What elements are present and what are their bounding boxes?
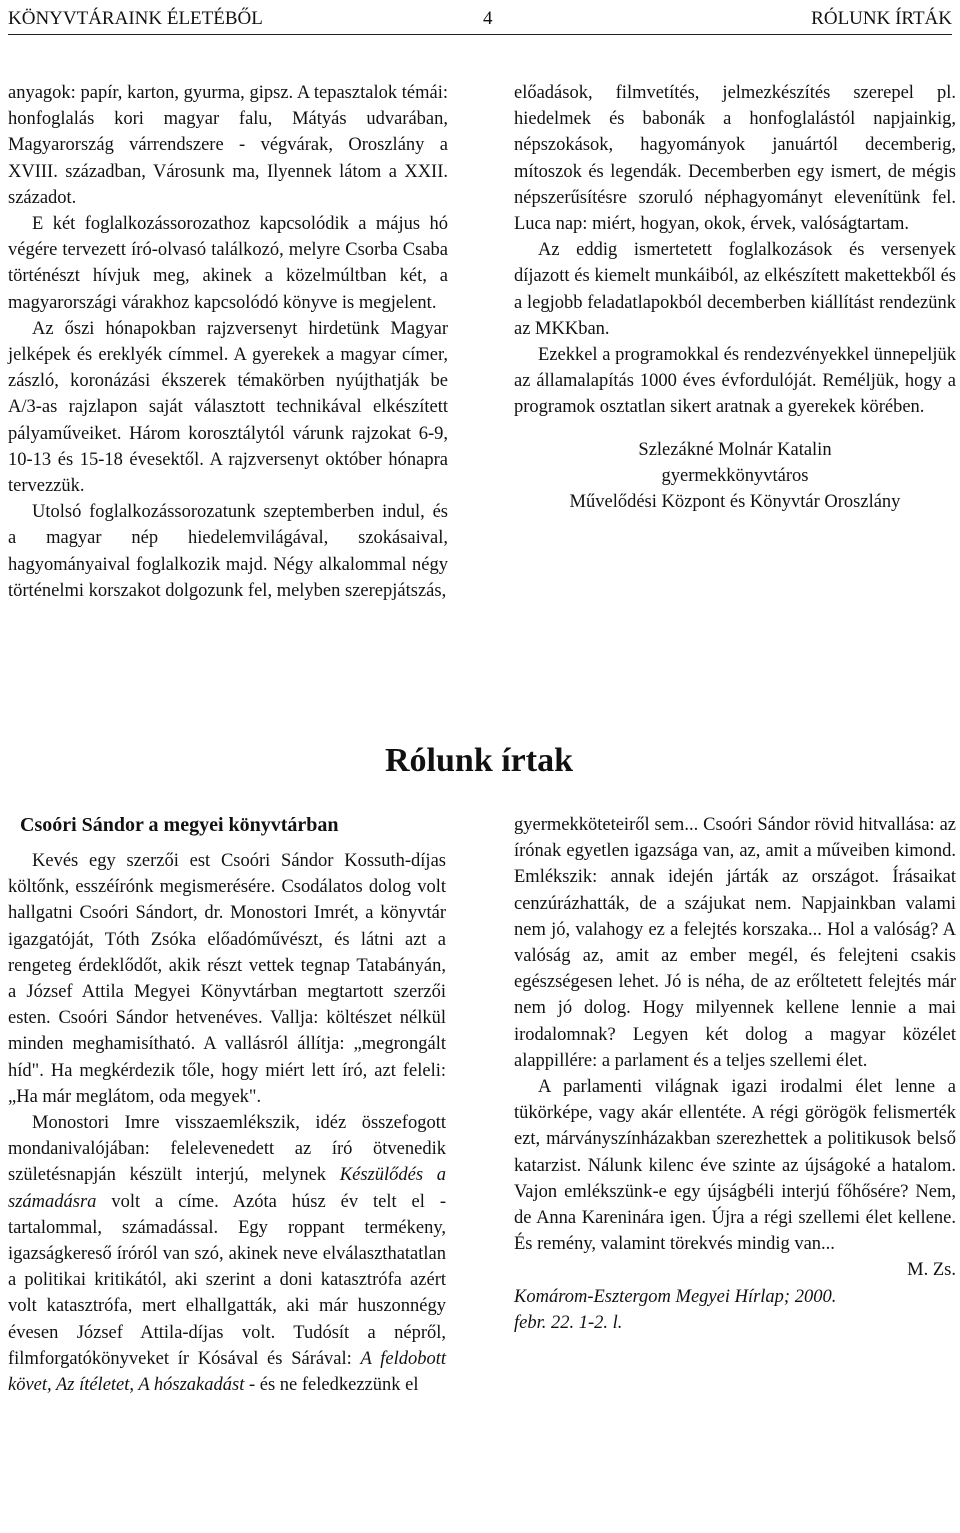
- paragraph: Ezekkel a programokkal és rendezvényekkel ünnepeljük az államalapítás 1000 éves évfordulóját. Reméljük, hogy a programok osztatlan sikert aratnak a gyerekek körében.: [514, 345, 956, 418]
- text: - és ne feledkezzünk el: [244, 1375, 419, 1396]
- paragraph: gyermekköteteiről sem... Csoóri Sándor rövid hitvallása: az írónak egyetlen igazsága van, az, amit a műveiben kimond. Emlékszik: annak idején járták az országot. Írásaikat cenzúrázhatták, de a szájukat nem. Napjainkban valami nem jó, valahogy ez a felejtés korszaka... Hol a valóság? A valóság az, amit az ember megél, és felejteni csakis egészségesen lehet. Jó is néha, de az erőltetett felejtés már nem jó dolog. Hogy milyennek kellene lennie a mai irodalomnak? Legyen két dolog a magyar közélet alappillére: a parlament és a teljes szellemi élet.: [514, 815, 956, 1071]
- paragraph: Utolsó foglalkozássorozatunk szeptemberben indul, és a magyar nép hiedelemvilágával, szokásaival, hagyományaival foglalkozik majd. Négy alkalommal négy történelmi korszakot dolgozunk fel, melyben szerepjátszás,: [8, 502, 448, 601]
- section-title: Rólunk írtak: [385, 742, 573, 779]
- author: M. Zs.: [907, 1260, 956, 1281]
- header-right: RÓLUNK ÍRTÁK: [811, 8, 952, 29]
- paragraph: Kevés egy szerzői est Csoóri Sándor Kossuth-díjas költőnk, esszéírónk megismerésére. Csodálatos dolog volt hallgatni Csoóri Sándort, dr. Monostori Imrét, a könyvtár igazgatóját, Tóth Zsóka előadóművészt, és látni azt a rengeteg érdeklődőt, akik részt vettek tegnap Tatabányán, a József Attila Megyei Könyvtárban megtartott szerzői esten. Csoóri Sándor hetvenéves. Vallja: költészet nélkül minden meghamisítható. A vallásról állítja: „megrongált híd". Ha megkérdezik tőle, hogy miért lett író, azt feleli: „Ha már meglátom, oda megyek".: [8, 851, 446, 1107]
- paragraph: A parlamenti világnak igazi irodalmi élet lenne a tükörképe, vagy akár ellentéte. A régi görögök felismerték ezt, márványszínházakban szerezhettek a politikusok belső katarzist. Nálunk kilenc éve szinte az újságoké a hatalom. Vajon emlékszünk-e egy újságbéli interjú főhősére? Nem, de Anna Kareninára igen. Újra a régi szellemi élet kellene. És remény, valamint törekvés mindig van...: [514, 1077, 956, 1255]
- column-3: [8, 848, 446, 1398]
- signature-block: [514, 437, 956, 516]
- page-header: [8, 4, 952, 35]
- paragraph: E két foglalkozássorozathoz kapcsolódik a május hó végére tervezett író-olvasó találkozó, melyre Csorba Csaba történészt hívjuk meg, akinek a közelmúltban két, a magyarországi várakhoz kapcsolódó könyve is megjelent.: [8, 214, 448, 313]
- paragraph: Az eddig ismertetett foglalkozások és versenyek díjazott és kiemelt munkáiból, az elkészített makettekből és a legjobb feladatlapokból decemberben kiállítást rendezünk az MKKban.: [514, 240, 956, 339]
- paragraph: anyagok: papír, karton, gyurma, gipsz. A tepasztalok témái: honfoglalás kori magyar falu, Mátyás udvarában, Magyarország várrendszere - végvárak, Oroszlány a XVIII. században, Városunk ma, Ilyennek látom a XXII. századot.: [8, 83, 448, 208]
- page-number: 4: [483, 8, 493, 29]
- text: Monostori Imre visszaemlékszik, idéz összefogott mondanivalójában: felelevenedett az író ötvenedik születésnapján készült interjú, melynek: [8, 1113, 446, 1186]
- column-2: [514, 80, 956, 515]
- book-title: Készülődés a számadásra: [8, 1165, 446, 1212]
- text: volt a címe. Azóta húsz év telt el - tartalommal, számadással. Egy roppant termékeny, igazságkereső íróról van szó, akinek neve elválaszthatatlan a politikai kritikától, aki szerint a doni katasztrófa azért volt katasztrófa, mert elhallgatták, aki már huszonnégy évesen József Attila-díjas volt. Tudósít a népről, filmforgatókönyveket ír Kósával és Sárával:: [8, 1191, 446, 1369]
- column-4: [514, 812, 956, 1336]
- article-title: Csoóri Sándor a megyei könyvtárban: [20, 814, 339, 836]
- column-1: [8, 80, 448, 604]
- film-titles: A feldobott követ, Az ítéletet, A hószakadást: [8, 1348, 446, 1396]
- source-line: febr. 22. 1-2. l.: [514, 1312, 623, 1333]
- header-left: KÖNYVTÁRAINK ÉLETÉBŐL: [8, 8, 263, 29]
- paragraph: Az őszi hónapokban rajzversenyt hirdetünk Magyar jelképek és ereklyék címmel. A gyerekek a magyar címer, zászló, koronázási ékszerek témakörben nyújthatják be A/3-as rajzlapon saját választott technikával elkészített pályaműveiket. Három korosztálytól várunk rajzokat 6-9, 10-13 és 15-18 évesektől. A rajzversenyt október hónapra tervezzük.: [8, 318, 448, 497]
- signature-organization: Művelődési Központ és Könyvtár Oroszlány: [569, 492, 901, 513]
- signature-name: Szlezákné Molnár Katalin: [638, 439, 832, 460]
- paragraph: előadások, filmvetítés, jelmezkészítés szerepel pl. hiedelmek és babonák a honfoglalástól napjainkig, népszokások, hagyományok januártól decemberig, mítoszok és legendák. Decemberben egy ismert, de mégis népszerűsítésre szoruló néphagyományt elevenítünk fel. Luca nap: miért, hogyan, okok, érvek, valóságtartam.: [514, 83, 956, 235]
- signature-role: gyermekkönyvtáros: [661, 465, 809, 486]
- source-line: Komárom-Esztergom Megyei Hírlap; 2000.: [514, 1286, 837, 1307]
- paragraph: [8, 1110, 446, 1398]
